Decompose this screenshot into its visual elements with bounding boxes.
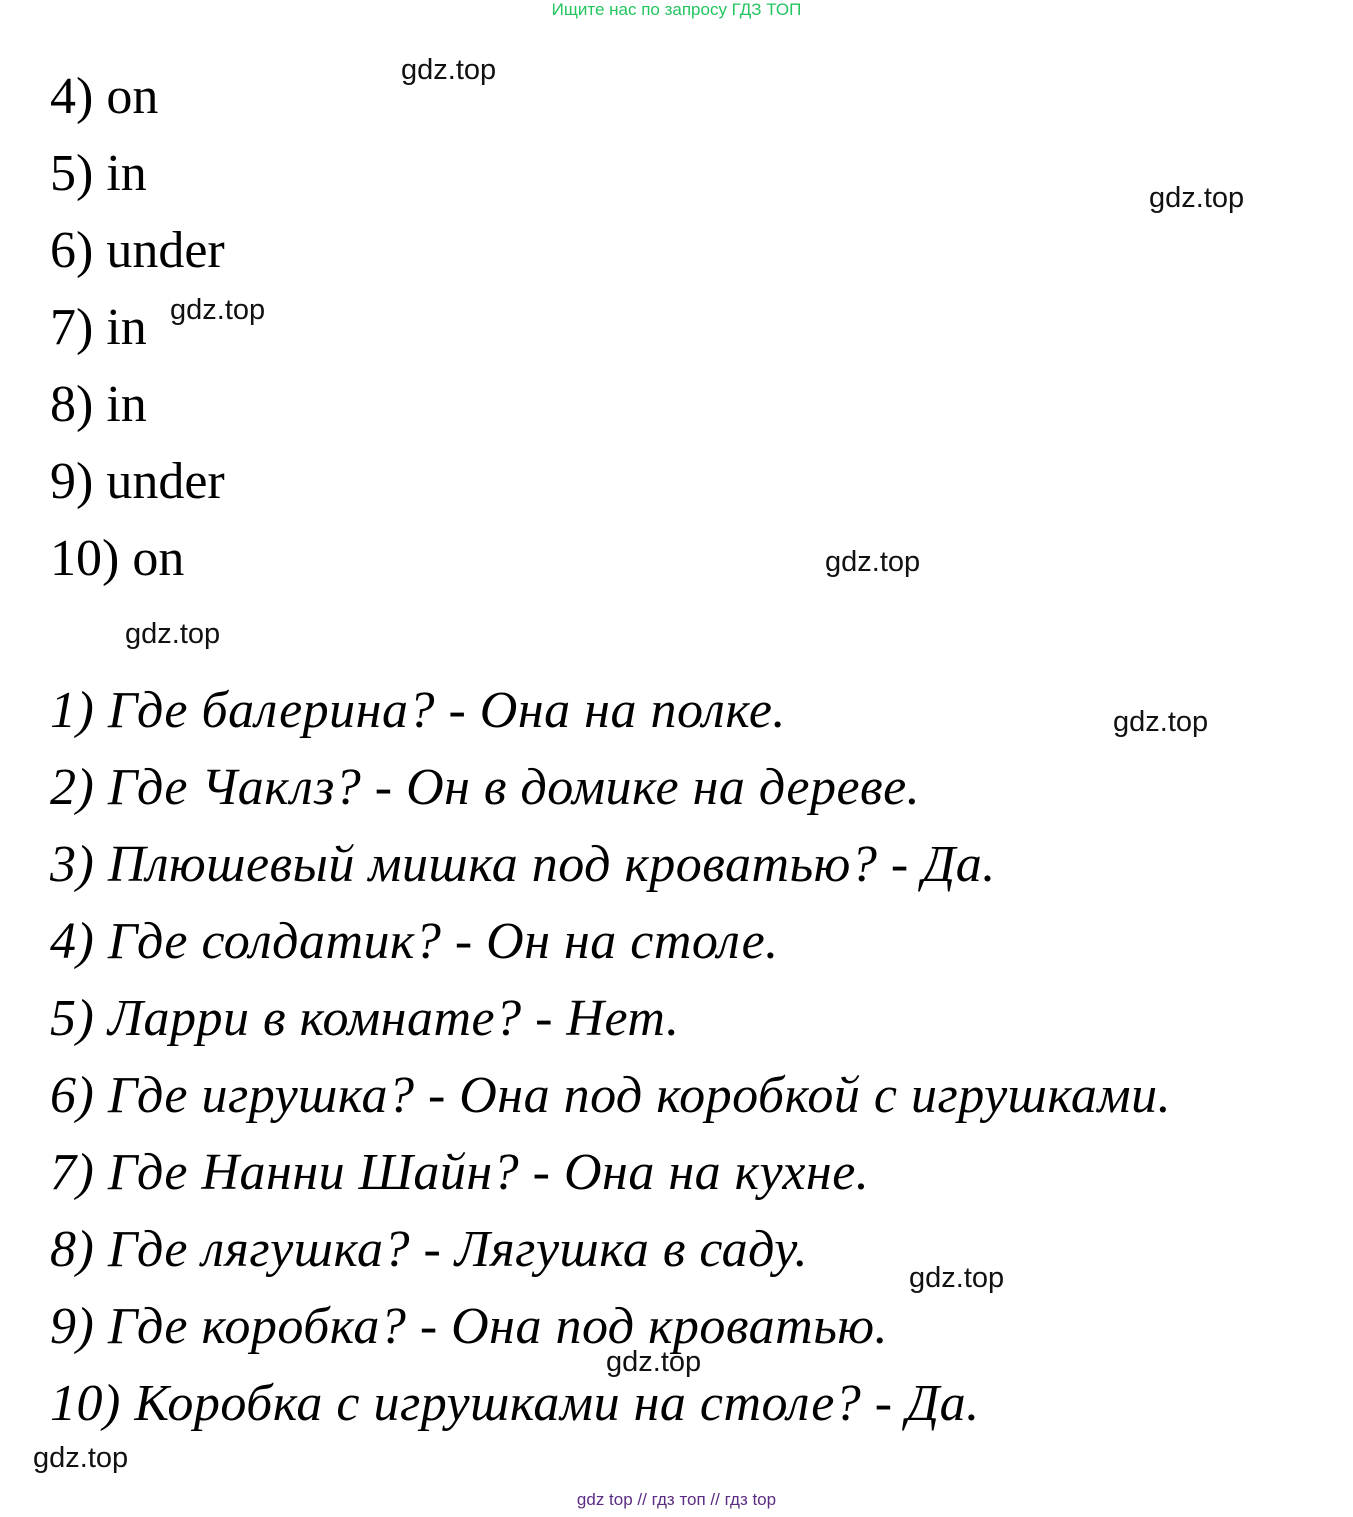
translation-item: 4) Где солдатик? - Он на столе. bbox=[50, 913, 779, 970]
translation-item: 8) Где лягушка? - Лягушка в саду. bbox=[50, 1221, 809, 1278]
translation-item: 5) Ларри в комнате? - Нет. bbox=[50, 990, 680, 1047]
answer-item: 6) under bbox=[50, 222, 225, 279]
translation-item: 2) Где Чаклз? - Он в домике на дереве. bbox=[50, 759, 921, 816]
watermark-text: gdz.top bbox=[825, 546, 921, 578]
header-search-note: Ищите нас по запросу ГДЗ ТОП bbox=[551, 0, 802, 19]
watermark-text: gdz.top bbox=[125, 618, 221, 650]
watermark-text: gdz.top bbox=[909, 1262, 1005, 1294]
watermark-text: gdz.top bbox=[33, 1442, 129, 1474]
watermark-text: gdz.top bbox=[170, 294, 266, 326]
translation-item: 1) Где балерина? - Она на полке. bbox=[50, 682, 786, 739]
watermark-text: gdz.top bbox=[1113, 706, 1209, 738]
answer-item: 10) on bbox=[50, 530, 185, 587]
translation-item: 7) Где Нанни Шайн? - Она на кухне. bbox=[50, 1144, 870, 1201]
translations-list bbox=[50, 672, 1171, 1442]
watermark-text: gdz.top bbox=[606, 1346, 702, 1378]
answer-item: 4) on bbox=[50, 68, 159, 125]
answers-list bbox=[50, 58, 225, 597]
answer-item: 8) in bbox=[50, 376, 147, 433]
answer-item: 9) under bbox=[50, 453, 225, 510]
translation-item: 3) Плюшевый мишка под кроватью? - Да. bbox=[50, 836, 996, 893]
translation-item: 10) Коробка с игрушками на столе? - Да. bbox=[50, 1375, 980, 1432]
translation-item: 9) Где коробка? - Она под кроватью. bbox=[50, 1298, 889, 1355]
translation-item: 6) Где игрушка? - Она под коробкой с игрушками. bbox=[50, 1067, 1172, 1124]
answer-item: 5) in bbox=[50, 145, 147, 202]
watermark-text: gdz.top bbox=[401, 54, 497, 86]
answer-item: 7) in bbox=[50, 299, 147, 356]
footer-note: gdz top // гдз топ // гдз top bbox=[576, 1490, 777, 1509]
watermark-text: gdz.top bbox=[1149, 182, 1245, 214]
